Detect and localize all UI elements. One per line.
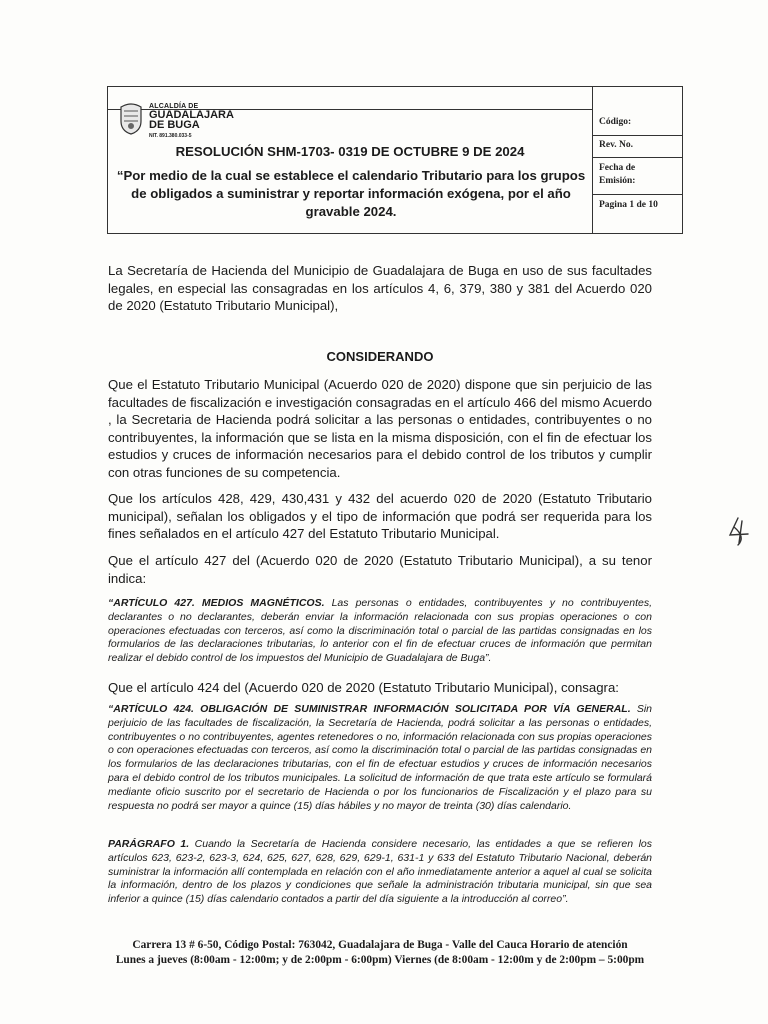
resolution-subtitle: “Por medio de la cual se establece el calendario Tributario para los grupos de obligados a suministrar y reportar información exógena, por el año gravable 2024. bbox=[116, 168, 586, 219]
logo-text-alcaldia: ALCALDÍA DE bbox=[149, 103, 199, 110]
handwritten-page-mark bbox=[724, 515, 754, 547]
paragraph-4: Que el artículo 424 del (Acuerdo 020 de 2020 (Estatuto Tributario Municipal), consagra: bbox=[108, 680, 619, 695]
fecha-label-2: Emisión: bbox=[599, 176, 636, 186]
municipality-logo bbox=[119, 101, 289, 147]
quote-article-424 bbox=[108, 703, 652, 813]
paragraph-3: Que el artículo 427 del (Acuerdo 020 de 2020 (Estatuto Tributario Municipal), a su tenor indica: bbox=[108, 553, 652, 586]
header-row-rule bbox=[592, 194, 682, 195]
codigo-label: Código: bbox=[599, 117, 632, 127]
intro-paragraph: La Secretaría de Hacienda del Municipio de Guadalajara de Buga en uso de sus facultades legales, en especial las consagradas en los artículos 4, 6, 379, 380 y 381 del Acuerdo 020 de 2020 (Estatuto Tributario Municipal), bbox=[108, 263, 652, 313]
document-footer bbox=[108, 938, 652, 968]
paragrafo-text: Cuando la Secretaría de Hacienda considere necesario, las entidades a que se refieren los artículos 623, 623-2, 623-3, 624, 625, 627, 628, 629, 629-1, 631-1 y 633 del Estatuto Tributario Nacional, deberán suministrar la información allí contemplada en relación con el año inmediatamente anterior a aquel al cual se solicita la información, dentro de los plazos y condiciones que señale la administración tributaria municipal, sin que sea inferior a quince (15) días calendario contados a partir del día siguiente a la introducción al correo”. bbox=[108, 838, 653, 906]
resolution-title: RESOLUCIÓN SHM-1703- 0319 DE OCTUBRE 9 DE 2024 bbox=[175, 144, 525, 159]
paragrafo-heading: PARÁGRAFO 1. bbox=[108, 838, 190, 850]
rev-label: Rev. No. bbox=[599, 140, 634, 150]
document-header bbox=[107, 86, 683, 234]
fecha-label-1: Fecha de bbox=[599, 163, 636, 173]
logo-text-guadalajara: GUADALAJARA bbox=[149, 109, 234, 121]
paragraph-2: Que los artículos 428, 429, 430,431 y 432 del acuerdo 020 de 2020 (Estatuto Tributario municipal), señalan los obligados y el tipo de información que podrá ser requerida para los fines señalados en el artículo 427 del Estatuto Tributario Municipal. bbox=[108, 491, 652, 541]
header-row-rule bbox=[592, 135, 682, 136]
pagina-label: Pagina 1 de 10 bbox=[599, 200, 658, 210]
header-row-rule bbox=[592, 157, 682, 158]
footer-hours: Lunes a jueves (8:00am - 12:00m; y de 2:00pm - 6:00pm) Viernes (de 8:00am - 12:00m y de 2:00pm – 5:00pm bbox=[115, 954, 645, 966]
logo-text-buga: DE BUGA bbox=[149, 119, 200, 131]
quote-article-427 bbox=[108, 597, 652, 666]
quote-paragrafo-1 bbox=[108, 838, 652, 907]
considerando-heading: CONSIDERANDO bbox=[326, 349, 434, 364]
footer-address: Carrera 13 # 6-50, Código Postal: 763042, Guadalajara de Buga - Valle del Cauca Horario de atención bbox=[132, 939, 628, 951]
quote-427-heading: “ARTÍCULO 427. MEDIOS MAGNÉTICOS. bbox=[108, 597, 325, 609]
quote-424-heading: “ARTÍCULO 424. OBLIGACIÓN DE SUMINISTRAR INFORMACIÓN SOLICITADA POR VÍA GENERAL. bbox=[108, 703, 631, 715]
coat-of-arms-icon bbox=[119, 101, 143, 135]
quote-424-text: Sin perjuicio de las facultades de fiscalización, la Secretaría de Hacienda, podrá solicitar a las personas o entidades, contribuyentes o no contribuyentes, agentes retenedores o no, información relacionada con sus propias operaciones o con operaciones efectuadas con terceros, así como la discriminación total o parcial de las partidas consignadas en los formularios de las declaraciones tributarias, con el fin de efectuar estudios y cruces de información necesarios para el debido control de los tributos municipales. La solicitud de información de que trata este artículo se formulará mediante oficio suscrito por el secretario de Hacienda o por los funcionarios de Fiscalización y el plazo para su respuesta no podrá ser mayor a quince (15) días hábiles y no mayor de treinta (30) días calendario. bbox=[108, 703, 652, 812]
quote-427-text: Las personas o entidades, contribuyentes y no contribuyentes, declarantes o no declarantes, deberán enviar la información relacionada con sus propias operaciones o con operaciones efectuadas con terceros, así como la discriminación total o parcial de las partidas consignadas en los formularios de las declaraciones tributarias, lo anterior con el fin de efectuar cruces de información que permitan realizar el debido control de los impuestos del Municipio de Guadalajara de Buga”. bbox=[108, 597, 653, 665]
logo-text-nit: NIT. 891.380.033-5 bbox=[149, 133, 192, 139]
paragraph-1: Que el Estatuto Tributario Municipal (Acuerdo 020 de 2020) dispone que sin perjuicio de las facultades de fiscalización e investigación consagradas en el artículo 466 del mismo Acuerdo , la Secretaria de Hacienda podrá solicitar a las personas o entidades, contribuyentes o no contribuyentes, la información que se lista en la misma disposición, con el fin de efectuar los estudios y cruces de información necesarios para el debido control de los tributos y cumplir con otras funciones de su competencia. bbox=[108, 377, 652, 480]
header-divider bbox=[592, 87, 593, 233]
